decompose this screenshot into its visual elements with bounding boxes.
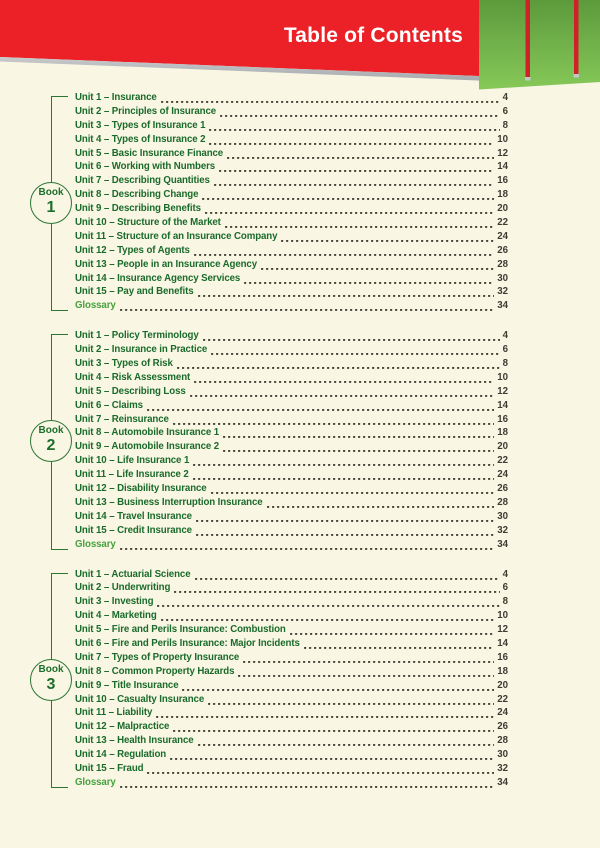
book-badge-label: Book bbox=[38, 187, 64, 199]
toc-entry-label: Unit 10 – Life Insurance 1 bbox=[75, 455, 190, 467]
book-section bbox=[0, 569, 600, 791]
green-bookmark-panel bbox=[479, 0, 600, 90]
dot-leader bbox=[198, 294, 495, 298]
dot-leader bbox=[157, 604, 499, 608]
dot-leader bbox=[220, 113, 500, 117]
toc-entry-page: 14 bbox=[497, 161, 508, 173]
toc-entry-label: Unit 9 – Title Insurance bbox=[75, 679, 179, 691]
toc-entry-page: 34 bbox=[497, 300, 508, 312]
toc-entry-label: Unit 6 – Claims bbox=[75, 399, 143, 411]
toc-entry-label: Unit 11 – Liability bbox=[75, 707, 153, 719]
toc-entry-label: Unit 10 – Casualty Insurance bbox=[75, 693, 205, 705]
toc-row bbox=[75, 652, 508, 666]
toc-sections bbox=[0, 92, 600, 807]
dot-leader bbox=[120, 784, 495, 788]
toc-entry-label: Unit 4 – Marketing bbox=[75, 610, 157, 622]
toc-row bbox=[75, 610, 508, 624]
toc-entry-label: Unit 14 – Travel Insurance bbox=[75, 510, 192, 522]
dot-leader bbox=[223, 435, 494, 439]
dot-leader bbox=[225, 224, 494, 228]
toc-entry-page: 24 bbox=[497, 707, 508, 719]
dot-leader bbox=[214, 183, 494, 187]
toc-entry-page: 18 bbox=[497, 427, 508, 439]
toc-entry-label: Unit 2 – Insurance in Practice bbox=[75, 344, 208, 356]
dot-leader bbox=[120, 546, 495, 550]
dot-leader bbox=[227, 155, 494, 159]
toc-entry-label: Unit 8 – Automobile Insurance 1 bbox=[75, 427, 220, 439]
toc-row bbox=[75, 134, 508, 148]
toc-entry-page: 28 bbox=[497, 735, 508, 747]
toc-entry-page: 28 bbox=[497, 258, 508, 270]
dot-leader bbox=[190, 393, 495, 397]
toc-row bbox=[75, 427, 508, 441]
toc-row bbox=[75, 666, 508, 680]
toc-entry-label: Unit 10 – Structure of the Market bbox=[75, 217, 221, 229]
toc-entry-label: Unit 13 – Health Insurance bbox=[75, 735, 194, 747]
dot-leader bbox=[219, 169, 494, 173]
toc-entry-page: 6 bbox=[502, 582, 508, 594]
toc-row bbox=[75, 749, 508, 763]
dot-leader bbox=[174, 590, 499, 594]
toc-row bbox=[75, 344, 508, 358]
toc-entry-label: Unit 5 – Describing Loss bbox=[75, 385, 186, 397]
dot-leader bbox=[281, 238, 494, 242]
toc-row bbox=[75, 231, 508, 245]
red-stripe-1 bbox=[526, 0, 531, 77]
dot-leader bbox=[243, 659, 494, 663]
toc-entry-page: 16 bbox=[497, 175, 508, 187]
toc-entry-label: Glossary bbox=[75, 300, 116, 312]
book-badge bbox=[30, 659, 72, 701]
toc-entry-page: 10 bbox=[497, 371, 508, 383]
toc-entry-page: 14 bbox=[497, 399, 508, 411]
toc-entry-page: 22 bbox=[497, 217, 508, 229]
book-badge-number: 2 bbox=[46, 437, 56, 455]
toc-row bbox=[75, 286, 508, 300]
dot-leader bbox=[244, 280, 494, 284]
toc-entry-page: 30 bbox=[497, 510, 508, 522]
toc-entry-page: 34 bbox=[497, 538, 508, 550]
toc-row bbox=[75, 694, 508, 708]
toc-row bbox=[75, 777, 508, 791]
toc-row bbox=[75, 525, 508, 539]
toc-entry-label: Unit 3 – Types of Risk bbox=[75, 358, 173, 370]
toc-entry-label: Unit 3 – Investing bbox=[75, 596, 154, 608]
book-badge bbox=[30, 182, 72, 224]
book-section bbox=[0, 330, 600, 552]
toc-row bbox=[75, 161, 508, 175]
toc-row bbox=[75, 330, 508, 344]
toc-entry-label: Unit 2 – Underwriting bbox=[75, 582, 171, 594]
toc-entry-page: 6 bbox=[502, 105, 508, 117]
page-header bbox=[0, 0, 600, 95]
toc-entry-label: Unit 14 – Insurance Agency Services bbox=[75, 272, 241, 284]
toc-entry-page: 16 bbox=[497, 413, 508, 425]
toc-row bbox=[75, 203, 508, 217]
toc-row bbox=[75, 539, 508, 553]
toc-entry-page: 8 bbox=[502, 358, 508, 370]
toc-row bbox=[75, 175, 508, 189]
toc-entry-page: 26 bbox=[497, 721, 508, 733]
dot-leader bbox=[182, 687, 494, 691]
toc-row bbox=[75, 386, 508, 400]
dot-leader bbox=[304, 645, 494, 649]
toc-row bbox=[75, 245, 508, 259]
toc-entry-label: Unit 15 – Fraud bbox=[75, 762, 144, 774]
dot-leader bbox=[195, 576, 500, 580]
toc-entry-label: Unit 11 – Structure of an Insurance Company bbox=[75, 230, 278, 242]
dot-leader bbox=[193, 477, 495, 481]
toc-row bbox=[75, 273, 508, 287]
dot-leader bbox=[194, 379, 494, 383]
toc-entry-page: 30 bbox=[497, 272, 508, 284]
toc-row bbox=[75, 441, 508, 455]
toc-entry-page: 20 bbox=[497, 203, 508, 215]
toc-entry-label: Unit 12 – Types of Agents bbox=[75, 244, 190, 256]
toc-entry-page: 8 bbox=[502, 119, 508, 131]
toc-row bbox=[75, 483, 508, 497]
toc-row bbox=[75, 120, 508, 134]
dot-leader bbox=[223, 449, 494, 453]
book-badge-number: 3 bbox=[46, 675, 56, 693]
toc-entry-page: 34 bbox=[497, 776, 508, 788]
toc-entry-label: Unit 8 – Common Property Hazards bbox=[75, 665, 235, 677]
toc-row bbox=[75, 624, 508, 638]
toc-entry-page: 8 bbox=[502, 596, 508, 608]
book-badge-column bbox=[0, 569, 75, 791]
toc-row bbox=[75, 189, 508, 203]
toc-entry-label: Unit 5 – Basic Insurance Finance bbox=[75, 147, 224, 159]
toc-entry-page: 32 bbox=[497, 286, 508, 298]
toc-entry-page: 12 bbox=[497, 385, 508, 397]
toc-row bbox=[75, 582, 508, 596]
toc-row bbox=[75, 735, 508, 749]
dot-leader bbox=[161, 618, 495, 622]
toc-entry-label: Unit 7 – Reinsurance bbox=[75, 413, 169, 425]
book-badge-label: Book bbox=[38, 663, 64, 675]
dot-leader bbox=[177, 365, 500, 369]
toc-row bbox=[75, 596, 508, 610]
dot-leader bbox=[205, 211, 494, 215]
toc-entry-page: 20 bbox=[497, 679, 508, 691]
toc-entry-label: Unit 4 – Types of Insurance 2 bbox=[75, 133, 206, 145]
toc-entry-page: 26 bbox=[497, 244, 508, 256]
dot-leader bbox=[209, 127, 499, 131]
toc-entry-label: Unit 1 – Insurance bbox=[75, 92, 157, 103]
dot-leader bbox=[173, 421, 494, 425]
dot-leader bbox=[156, 715, 494, 719]
toc-row bbox=[75, 638, 508, 652]
book-badge-column bbox=[0, 330, 75, 552]
toc-row bbox=[75, 721, 508, 735]
toc-entry-label: Unit 15 – Pay and Benefits bbox=[75, 286, 194, 298]
toc-entry-label: Unit 6 – Fire and Perils Insurance: Major Incidents bbox=[75, 637, 300, 649]
toc-entry-page: 4 bbox=[502, 92, 508, 103]
toc-entry-page: 6 bbox=[502, 344, 508, 356]
dot-leader bbox=[196, 518, 494, 522]
toc-row bbox=[75, 763, 508, 777]
toc-row bbox=[75, 569, 508, 583]
toc-row bbox=[75, 680, 508, 694]
toc-row bbox=[75, 455, 508, 469]
toc-row bbox=[75, 259, 508, 273]
toc-entry-label: Unit 11 – Life Insurance 2 bbox=[75, 469, 189, 481]
toc-rows bbox=[75, 330, 508, 552]
toc-row bbox=[75, 511, 508, 525]
toc-entry-page: 14 bbox=[497, 637, 508, 649]
toc-entry-label: Unit 7 – Describing Quantities bbox=[75, 175, 210, 187]
book-badge-label: Book bbox=[38, 425, 64, 437]
dot-leader bbox=[194, 252, 494, 256]
toc-entry-page: 24 bbox=[497, 469, 508, 481]
toc-entry-label: Unit 12 – Malpractice bbox=[75, 721, 170, 733]
toc-entry-page: 32 bbox=[497, 524, 508, 536]
toc-row bbox=[75, 372, 508, 386]
toc-entry-page: 18 bbox=[497, 665, 508, 677]
red-stripe-2-cap bbox=[574, 74, 580, 78]
dot-leader bbox=[193, 463, 494, 467]
dot-leader bbox=[196, 532, 494, 536]
toc-entry-label: Unit 1 – Policy Terminology bbox=[75, 330, 199, 342]
dot-leader bbox=[173, 729, 494, 733]
toc-row bbox=[75, 497, 508, 511]
toc-row bbox=[75, 400, 508, 414]
toc-row bbox=[75, 300, 508, 314]
toc-entry-label: Unit 9 – Automobile Insurance 2 bbox=[75, 441, 220, 453]
toc-entry-label: Unit 13 – Business Interruption Insurance bbox=[75, 496, 263, 508]
toc-entry-label: Unit 12 – Disability Insurance bbox=[75, 483, 207, 495]
toc-entry-label: Unit 14 – Regulation bbox=[75, 749, 167, 761]
red-stripe-1-cap bbox=[525, 77, 531, 81]
toc-entry-page: 12 bbox=[497, 147, 508, 159]
toc-entry-label: Glossary bbox=[75, 776, 116, 788]
toc-entry-label: Unit 3 – Types of Insurance 1 bbox=[75, 119, 206, 131]
toc-entry-page: 30 bbox=[497, 749, 508, 761]
toc-entry-page: 18 bbox=[497, 189, 508, 201]
toc-entry-label: Glossary bbox=[75, 538, 116, 550]
toc-entry-page: 24 bbox=[497, 230, 508, 242]
toc-entry-page: 22 bbox=[497, 455, 508, 467]
book-badge-column bbox=[0, 92, 75, 314]
toc-entry-label: Unit 1 – Actuarial Science bbox=[75, 568, 191, 580]
toc-row bbox=[75, 707, 508, 721]
dot-leader bbox=[203, 338, 500, 342]
toc-rows bbox=[75, 92, 508, 314]
toc-entry-label: Unit 5 – Fire and Perils Insurance: Combustion bbox=[75, 624, 286, 636]
toc-entry-page: 26 bbox=[497, 483, 508, 495]
toc-entry-page: 4 bbox=[502, 330, 508, 342]
dot-leader bbox=[267, 504, 495, 508]
toc-row bbox=[75, 469, 508, 483]
toc-entry-page: 20 bbox=[497, 441, 508, 453]
dot-leader bbox=[147, 407, 494, 411]
dot-leader bbox=[209, 141, 494, 145]
dot-leader bbox=[161, 99, 500, 103]
book-badge bbox=[30, 420, 72, 462]
toc-entry-page: 10 bbox=[497, 610, 508, 622]
red-stripe-2 bbox=[574, 0, 579, 74]
toc-row bbox=[75, 92, 508, 106]
toc-entry-page: 12 bbox=[497, 624, 508, 636]
toc-row bbox=[75, 217, 508, 231]
toc-row bbox=[75, 358, 508, 372]
dot-leader bbox=[120, 308, 495, 312]
dot-leader bbox=[211, 490, 495, 494]
dot-leader bbox=[238, 673, 494, 677]
dot-leader bbox=[198, 743, 495, 747]
toc-entry-label: Unit 4 – Risk Assessment bbox=[75, 371, 191, 383]
toc-entry-page: 4 bbox=[502, 568, 508, 580]
toc-entry-label: Unit 8 – Describing Change bbox=[75, 189, 199, 201]
page-title: Table of Contents bbox=[283, 24, 463, 47]
book-badge-number: 1 bbox=[46, 199, 56, 217]
toc-entry-page: 22 bbox=[497, 693, 508, 705]
toc-entry-page: 16 bbox=[497, 651, 508, 663]
toc-entry-label: Unit 2 – Principles of Insurance bbox=[75, 105, 217, 117]
dot-leader bbox=[290, 631, 494, 635]
toc-row bbox=[75, 106, 508, 120]
toc-entry-page: 10 bbox=[497, 133, 508, 145]
dot-leader bbox=[147, 770, 494, 774]
toc-entry-page: 32 bbox=[497, 762, 508, 774]
dot-leader bbox=[211, 352, 499, 356]
toc-entry-label: Unit 7 – Types of Property Insurance bbox=[75, 651, 240, 663]
dot-leader bbox=[202, 197, 494, 201]
toc-row bbox=[75, 414, 508, 428]
book-section bbox=[0, 92, 600, 314]
toc-entry-label: Unit 13 – People in an Insurance Agency bbox=[75, 258, 258, 270]
toc-rows bbox=[75, 569, 508, 791]
toc-entry-label: Unit 6 – Working with Numbers bbox=[75, 161, 216, 173]
dot-leader bbox=[170, 756, 494, 760]
toc-row bbox=[75, 148, 508, 162]
dot-leader bbox=[208, 701, 494, 705]
dot-leader bbox=[261, 266, 494, 270]
toc-entry-label: Unit 9 – Describing Benefits bbox=[75, 203, 201, 215]
toc-entry-page: 28 bbox=[497, 496, 508, 508]
toc-entry-label: Unit 15 – Credit Insurance bbox=[75, 524, 192, 536]
